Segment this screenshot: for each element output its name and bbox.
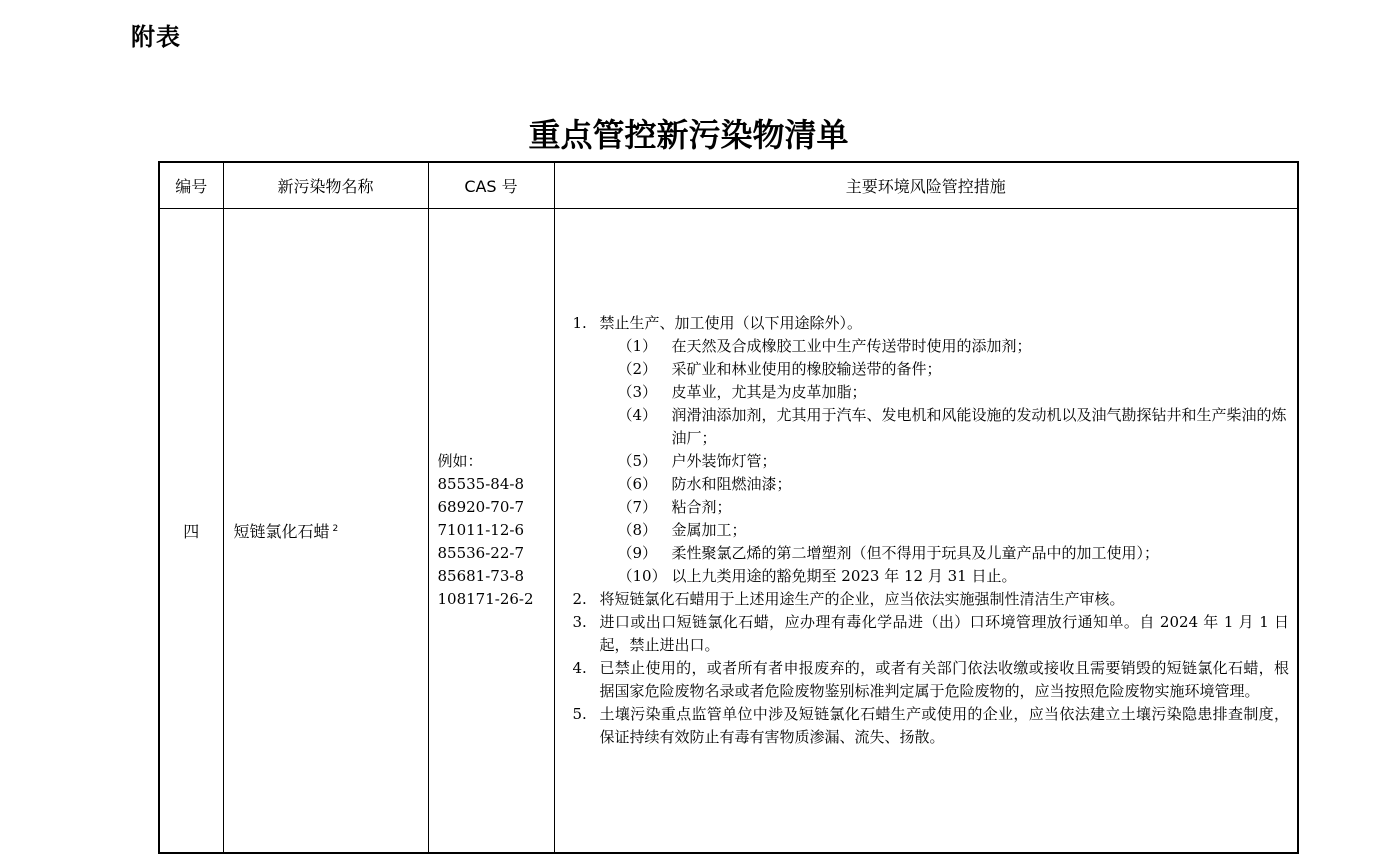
pollutant-name: 短链氯化石蜡 xyxy=(233,522,330,541)
document-title xyxy=(0,110,1387,156)
subitem-text: 柔性聚氯乙烯的第二增塑剂（但不得用于玩具及儿童产品中的加工使用）； xyxy=(671,544,1160,562)
subitem-text: 户外装饰灯管； xyxy=(671,452,777,470)
subitem-number: （4） xyxy=(617,406,658,424)
measure-item-text: 将短链氯化石蜡用于上述用途生产的企业，应当依法实施强制性清洁生产审核。 xyxy=(599,590,1125,608)
subitem-number: （1） xyxy=(617,337,658,355)
cas-cell xyxy=(428,209,554,854)
header-pollutant-name: 新污染物名称 xyxy=(223,162,428,209)
document-title-text: 重点管控新污染物清单 xyxy=(528,116,849,154)
measure-item-number: 1. xyxy=(572,314,587,332)
cas-number: 85536-22-7 xyxy=(437,544,524,562)
measure-item-number: 3. xyxy=(572,613,587,631)
subitem-text: 皮革业，尤其是为皮革加脂； xyxy=(671,383,867,401)
subitem-number: （7） xyxy=(617,498,658,516)
appendix-label: 附表 xyxy=(131,23,181,51)
cas-number: 108171-26-2 xyxy=(437,590,534,608)
pollutant-table xyxy=(158,161,1299,854)
measure-item-text: 土壤污染重点监管单位中涉及短链氯化石蜡生产或使用的企业，应当依法建立土壤污染隐患排查制度，保证持续有效防止有毒有害物质渗漏、流失、扬散。 xyxy=(599,705,1289,746)
subitem-number: （9） xyxy=(617,544,658,562)
header-number: 编号 xyxy=(159,162,223,209)
subitem-text: 采矿业和林业使用的橡胶输送带的备件； xyxy=(671,360,942,378)
subitem-text: 在天然及合成橡胶工业中生产传送带时使用的添加剂； xyxy=(671,337,1032,355)
cas-number: 85535-84-8 xyxy=(437,475,524,493)
measure-item-1 xyxy=(573,312,1290,335)
cas-number: 68920-70-7 xyxy=(437,498,524,516)
subitem-number: （10） xyxy=(617,567,667,585)
row-number: 四 xyxy=(159,209,223,854)
header-measures: 主要环境风险管控措施 xyxy=(554,162,1298,209)
measures-cell xyxy=(554,209,1298,854)
table-header-row xyxy=(159,162,1298,209)
measure-subitem xyxy=(573,381,1290,404)
header-cas: CAS 号 xyxy=(428,162,554,209)
measure-item-number: 5. xyxy=(572,705,587,723)
measure-item-number: 4. xyxy=(572,659,587,677)
subitem-text: 金属加工； xyxy=(671,521,747,539)
cas-number: 71011-12-6 xyxy=(437,521,524,539)
measure-subitem xyxy=(573,496,1290,519)
measure-subitem xyxy=(573,450,1290,473)
cas-number: 85681-73-8 xyxy=(437,567,524,585)
measure-item-4 xyxy=(573,657,1290,703)
measure-subitem xyxy=(573,335,1290,358)
measure-item-3 xyxy=(573,611,1290,657)
measure-item-text: 禁止生产、加工使用（以下用途除外）。 xyxy=(599,314,863,332)
subitem-number: （2） xyxy=(617,360,658,378)
measure-item-5 xyxy=(573,703,1290,749)
subitem-number: （5） xyxy=(617,452,658,470)
measure-item-number: 2. xyxy=(572,590,587,608)
subitem-text: 防水和阻燃油漆； xyxy=(671,475,792,493)
measure-item-text: 已禁止使用的，或者所有者申报废弃的，或者有关部门依法收缴或接收且需要销毁的短链氯化石蜡，根据国家危险废物名录或者危险废物鉴别标准判定属于危险废物的，应当按照危险废物实施环境管理。 xyxy=(599,659,1289,700)
subitem-number: （8） xyxy=(617,521,658,539)
measure-subitem xyxy=(573,519,1290,542)
subitem-text: 以上九类用途的豁免期至 2023 年 12 月 31 日止。 xyxy=(671,567,1017,585)
cas-intro: 例如： xyxy=(437,452,483,470)
measure-subitem xyxy=(573,404,1290,450)
subitem-text: 粘合剂； xyxy=(671,498,732,516)
measure-subitem xyxy=(573,565,1290,588)
measure-item-2 xyxy=(573,588,1290,611)
measure-item-text: 进口或出口短链氯化石蜡，应办理有毒化学品进（出）口环境管理放行通知单。自 2024 年 1 月 1 日起，禁止进出口。 xyxy=(599,613,1289,654)
measure-subitem xyxy=(573,542,1290,565)
pollutant-name-cell xyxy=(223,209,428,854)
subitem-number: （6） xyxy=(617,475,658,493)
measure-subitem xyxy=(573,473,1290,496)
measure-subitem xyxy=(573,358,1290,381)
subitem-number: （3） xyxy=(617,383,658,401)
subitem-text: 润滑油添加剂，尤其用于汽车、发电机和风能设施的发动机以及油气勘探钻井和生产柴油的炼油厂； xyxy=(671,406,1287,447)
table-row xyxy=(159,209,1298,854)
footnote-marker: 2 xyxy=(332,523,339,534)
